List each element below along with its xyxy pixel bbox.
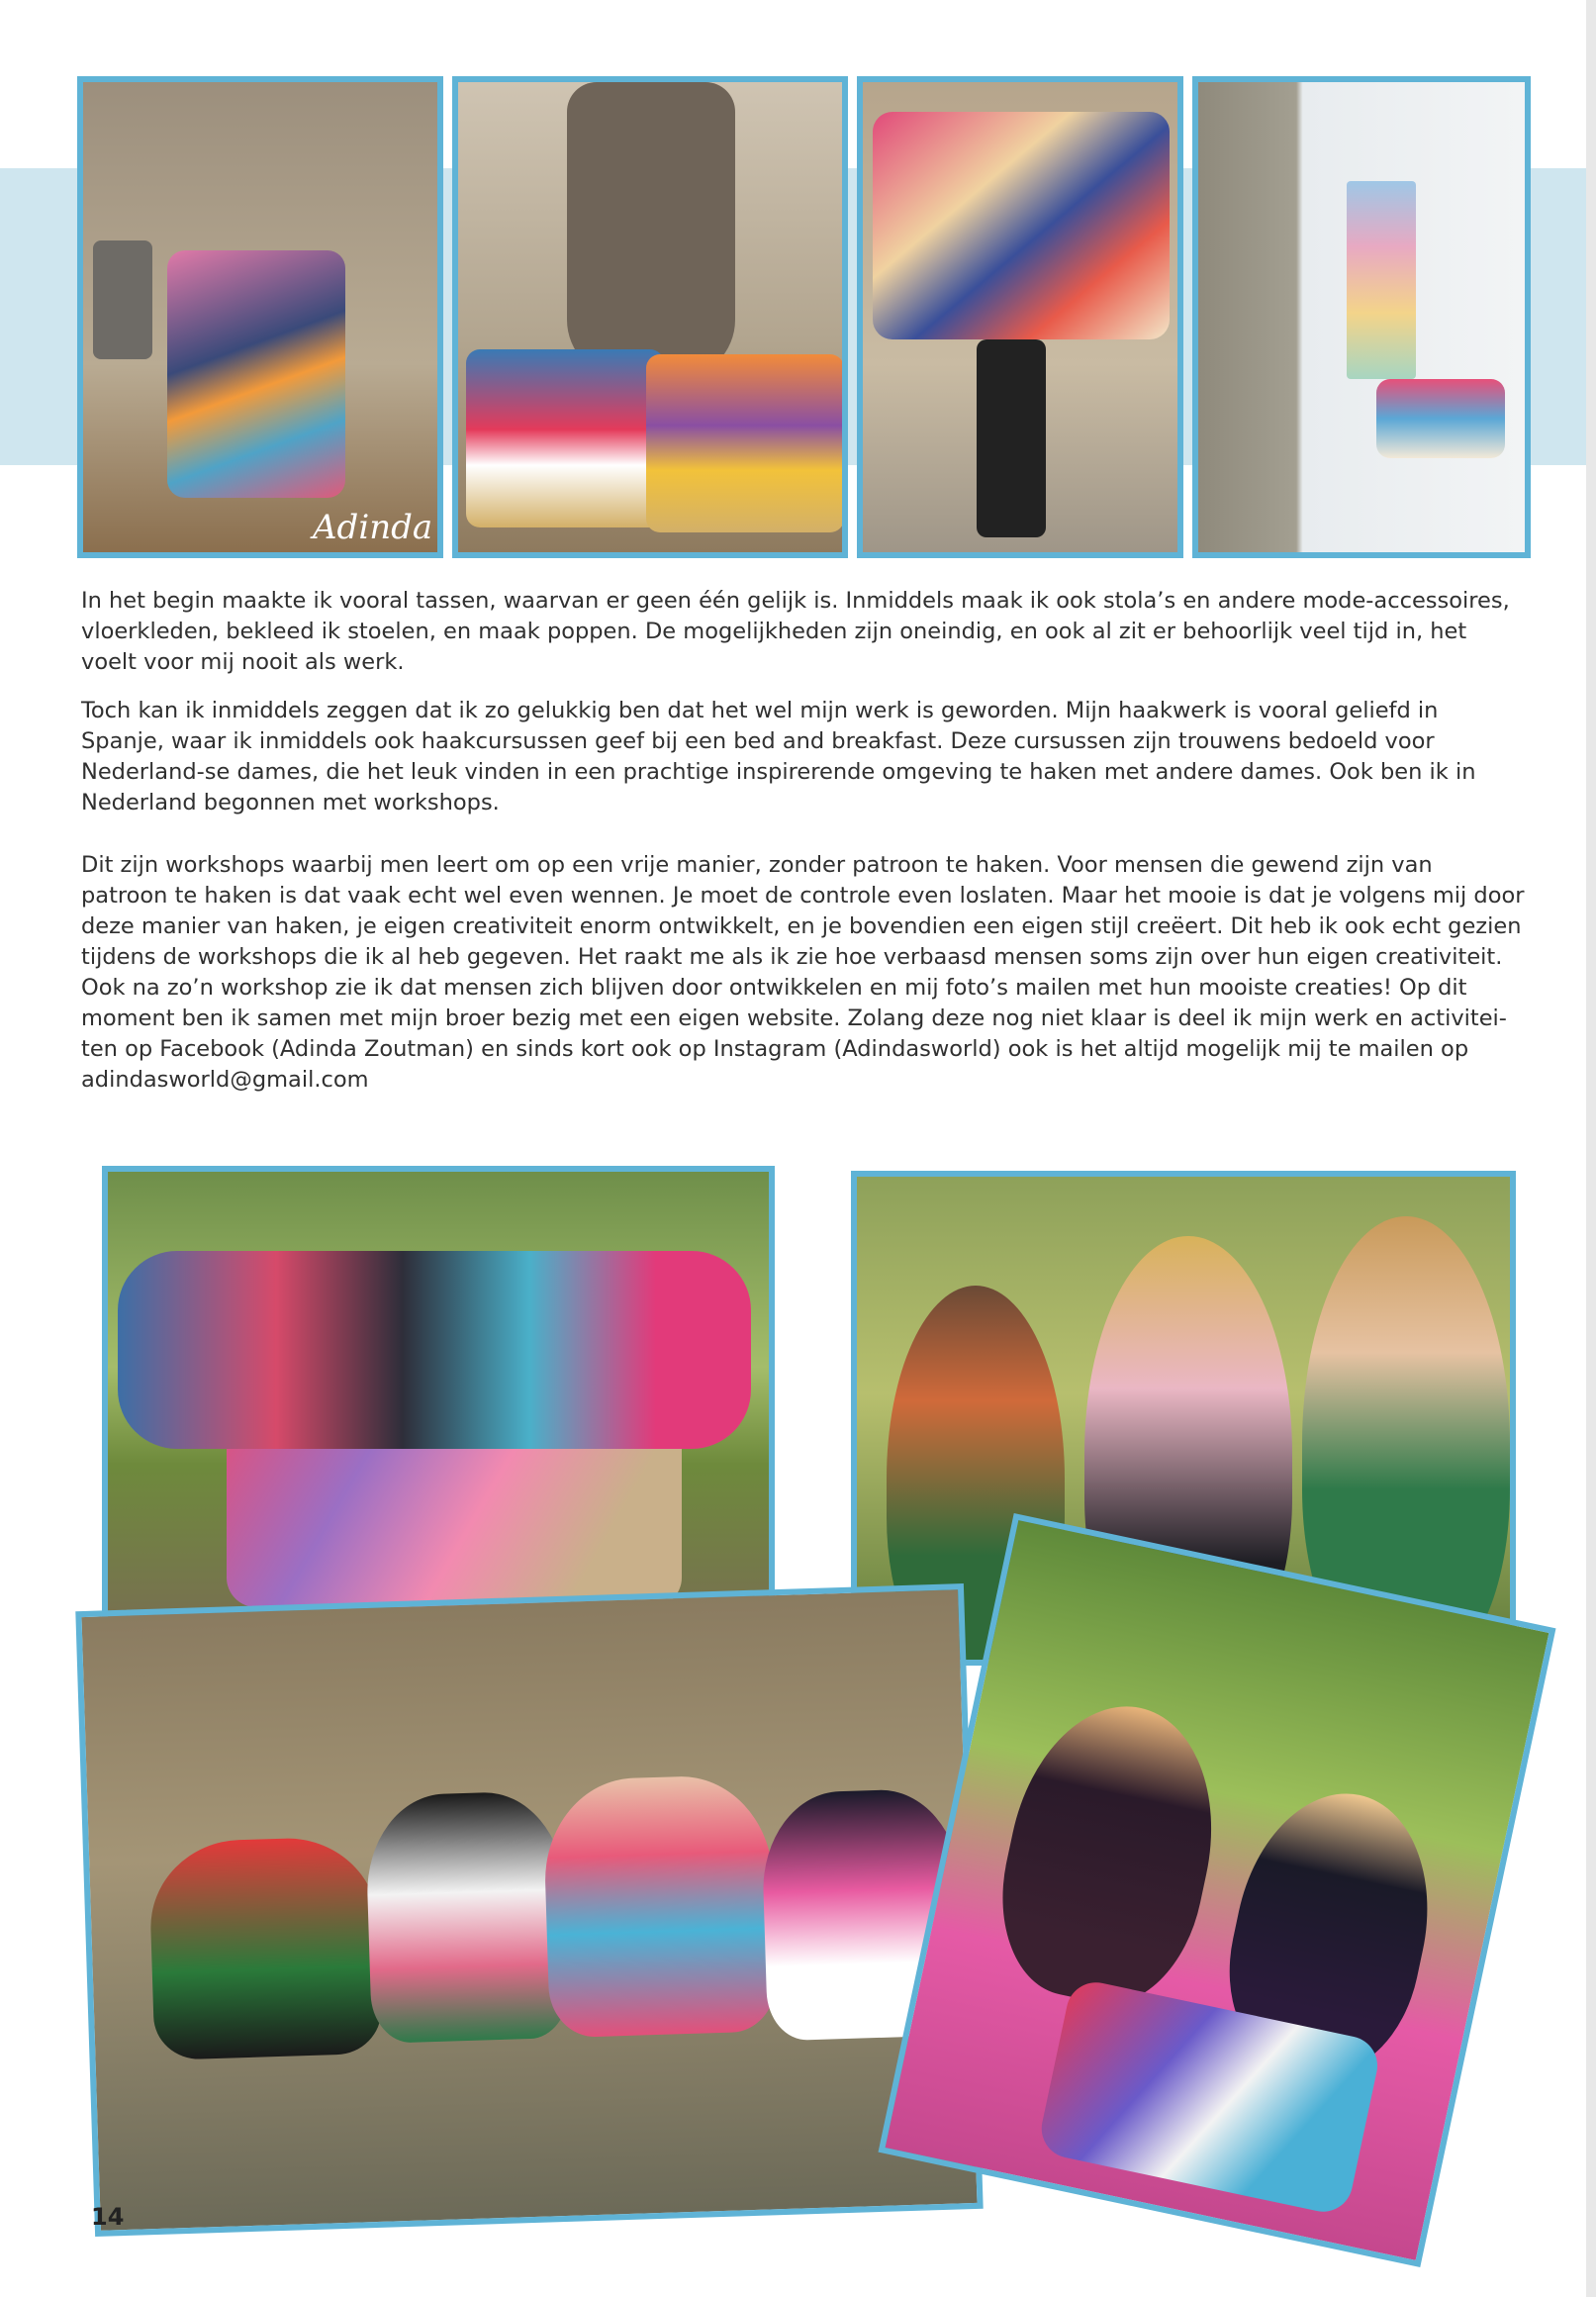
bag-left-shape [466, 349, 664, 527]
women-group-shape [118, 1251, 751, 1449]
artist-signature: Adinda [313, 508, 433, 547]
article-text [81, 586, 1526, 1096]
workshop-group-table-photo [102, 1166, 775, 1666]
crochet-bags-photo [452, 76, 848, 558]
paragraph-1: In het begin maakte ik vooral tassen, waarvan er geen één gelijk is. Inmiddels maak ik ook stola’s en andere mode-accessoires, vloerkleden, bekleed ik stoelen, en maak poppen. De mogelijkheden zijn oneindig, en ook al zit er behoorlijk veel tijd in, het voelt voor mij nooit als werk. [81, 588, 1510, 675]
bag-stack-shape [873, 112, 1170, 339]
shawl-2-shape [364, 1790, 570, 2044]
room-with-bag-photo [1192, 76, 1531, 558]
paragraph-2: Toch kan ik inmiddels zeggen dat ik zo gelukkig ben dat het wel mijn werk is geworden. Mijn haakwerk is vooral geliefd in Spanje, waar ik inmiddels ook haakcursussen geef bij een bed and breakfast. Deze cursussen zijn trouwens bedoeld voor Nederland-se dames, die het leuk vinden in een prachtige inspirerende omgeving te haken met andere dames. Ook ben ik in Nederland begonnen met workshops. [81, 698, 1476, 815]
plant-pot-shape [93, 240, 152, 359]
dress-shape [567, 82, 735, 379]
legs-shape [977, 339, 1046, 537]
shawl-1-shape [148, 1836, 383, 2060]
shawl-3-shape [542, 1773, 778, 2038]
paragraph-3: Dit zijn workshops waarbij men leert om op een vrije manier, zonder patroon te haken. Voor mensen die gewend zijn van patroon te haken is dat vaak echt wel even wennen. Je moet de controle even loslaten. Maar het mooie is dat je volgens mij door deze manier van haken, je eigen creativiteit enorm ontwikkelt, en je bovendien een eigen stijl creëert. Dit heb ik ook echt gezien tijdens de workshops die ik al heb gegeven. Het raakt me als ik zie hoe verbaasd mensen soms zijn over hun eigen creativiteit. Ook na zo’n workshop zie ik dat mensen zich blijven door ontwikkelen en mij foto’s mailen met hun mooiste creaties! Op dit moment ben ik samen met mijn broer bezig met een eigen website. Zolang deze nog niet klaar is deel ik mijn werk en activitei-ten op Facebook (Adinda Zoutman) en sinds kort ook op Instagram (Adindasworld) ook is het altijd mogelijk mij te mailen op adindasworld@gmail.com [81, 852, 1525, 1093]
women-wearing-shawls-photo [75, 1583, 983, 2237]
bag-right-shape [646, 354, 844, 532]
page-edge [1586, 0, 1596, 2297]
suitcase-shape [167, 250, 345, 498]
wall-pictures-shape [1347, 181, 1416, 379]
crocheted-suitcase-photo [77, 76, 443, 558]
woman-left-dress-shape [982, 1687, 1237, 2019]
bag-on-chair-shape [1376, 379, 1505, 458]
page-number: 14 [91, 2203, 125, 2231]
stacked-bags-photo [857, 76, 1183, 558]
